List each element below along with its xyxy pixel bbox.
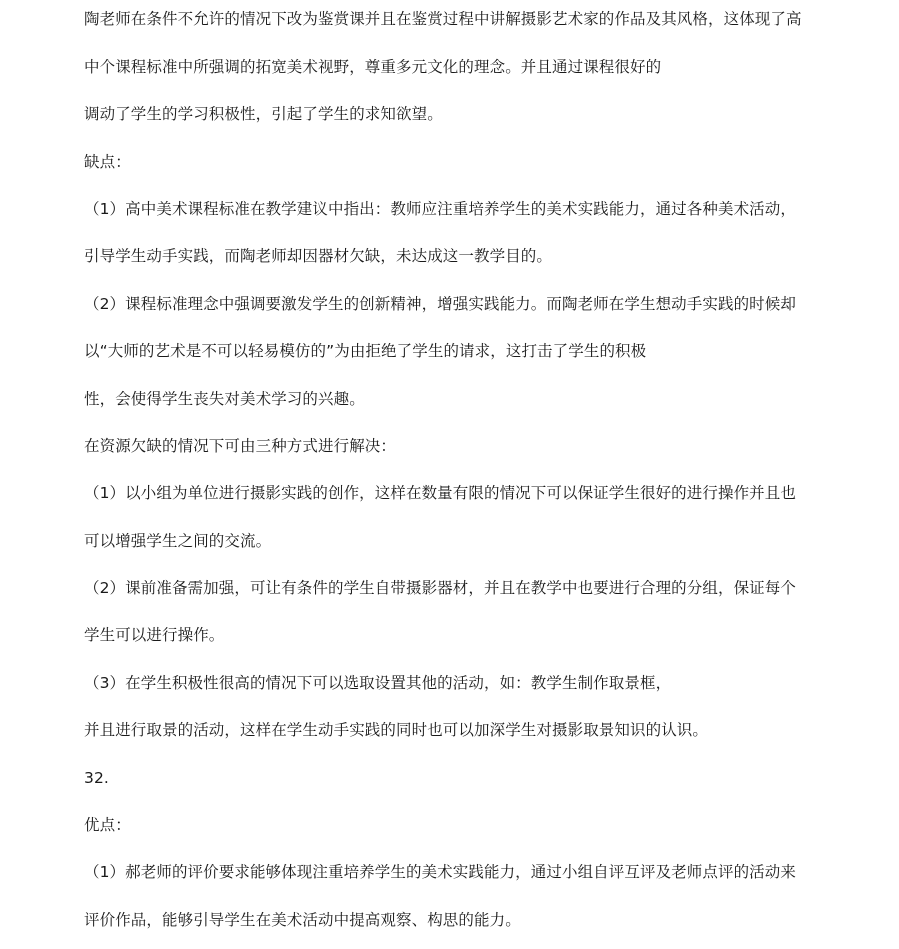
text-line: 中个课程标准中所强调的拓宽美术视野，尊重多元文化的理念。并且通过课程很好的 bbox=[84, 58, 662, 76]
text-line: 引导学生动手实践，而陶老师却因器材欠缺，未达成这一教学目的。 bbox=[84, 247, 553, 265]
text-line: （1）郝老师的评价要求能够体现注重培养学生的美术实践能力，通过小组自评互评及老师点评的活动来 bbox=[84, 863, 796, 881]
text-line: 以“大师的艺术是不可以轻易模仿的”为由拒绝了学生的请求，这打击了学生的积极 bbox=[84, 342, 647, 360]
text-line: （1）高中美术课程标准在教学建议中指出：教师应注重培养学生的美术实践能力，通过各种美术活动， bbox=[84, 200, 796, 218]
section-heading-strengths: 优点： bbox=[84, 816, 131, 834]
text-line: 陶老师在条件不允许的情况下改为鉴赏课并且在鉴赏过程中讲解摄影艺术家的作品及其风格，这体现了高 bbox=[84, 10, 802, 28]
text-line: 性，会使得学生丧失对美术学习的兴趣。 bbox=[84, 390, 365, 408]
text-line: 评价作品，能够引导学生在美术活动中提高观察、构思的能力。 bbox=[84, 911, 521, 929]
question-number: 32. bbox=[84, 769, 109, 787]
text-line: 在资源欠缺的情况下可由三种方式进行解决： bbox=[84, 437, 397, 455]
text-line: （2）课程标准理念中强调要激发学生的创新精神，增强实践能力。而陶老师在学生想动手实践的时候却 bbox=[84, 295, 796, 313]
text-line: 调动了学生的学习积极性，引起了学生的求知欲望。 bbox=[84, 105, 443, 123]
text-line: （3）在学生积极性很高的情况下可以选取设置其他的活动，如：教学生制作取景框， bbox=[84, 674, 672, 692]
text-line: （1）以小组为单位进行摄影实践的创作，这样在数量有限的情况下可以保证学生很好的进行操作并且也 bbox=[84, 484, 796, 502]
text-line: 学生可以进行操作。 bbox=[84, 626, 225, 644]
section-heading-weaknesses: 缺点： bbox=[84, 153, 131, 171]
text-line: 并且进行取景的活动，这样在学生动手实践的同时也可以加深学生对摄影取景知识的认识。 bbox=[84, 721, 709, 739]
text-line: 可以增强学生之间的交流。 bbox=[84, 532, 272, 550]
text-line: （2）课前准备需加强，可让有条件的学生自带摄影器材，并且在教学中也要进行合理的分组，保证每个 bbox=[84, 579, 796, 597]
